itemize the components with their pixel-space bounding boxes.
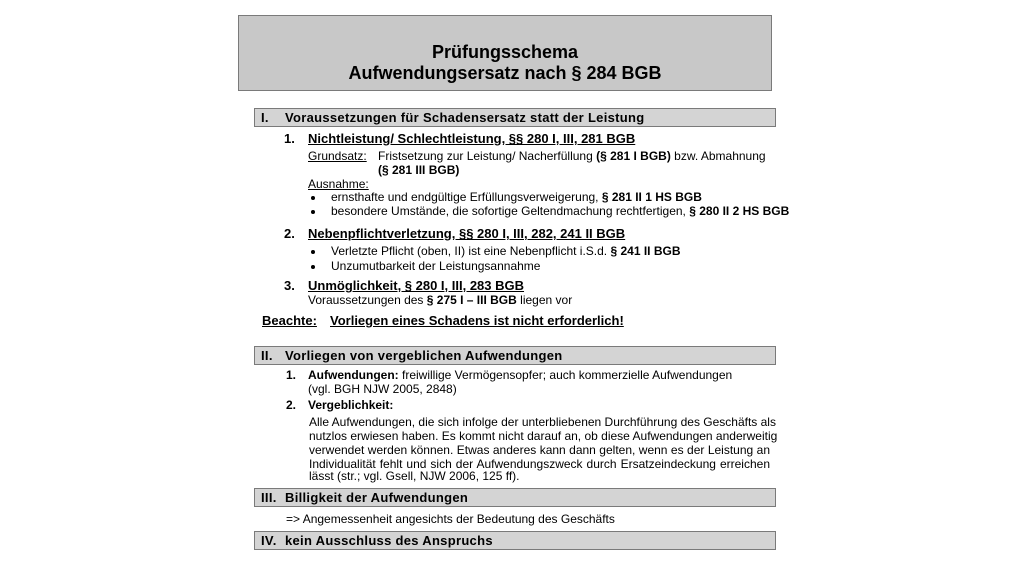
paragraph-line: Individualität fehlt und sich der Aufwendungszweck durch Ersatzeindeckung erreichen [309, 457, 770, 471]
section-header-3 [254, 488, 776, 507]
section-header-1 [254, 108, 776, 127]
item-label: Vergeblichkeit: [308, 398, 394, 412]
bullet-icon [311, 196, 315, 200]
section-label: Billigkeit der Aufwendungen [285, 490, 469, 505]
item-number: 2. [286, 398, 297, 412]
list-item-ref: § 281 II 1 HS BGB [601, 190, 702, 204]
item-number: 2. [284, 226, 295, 241]
item-number: 3. [284, 278, 295, 293]
grundsatz-ref-2: (§ 281 III BGB) [378, 163, 460, 177]
section-number: IV. [261, 533, 277, 548]
item-label: Aufwendungen: [308, 368, 399, 382]
bullet-icon [311, 250, 315, 254]
beachte-text: Vorliegen eines Schadens ist nicht erforderlich! [330, 313, 624, 328]
page-subtitle: Aufwendungsersatz nach § 284 BGB [348, 63, 662, 83]
list-item-ref: § 241 II BGB [610, 244, 681, 258]
item-text [308, 293, 572, 307]
paragraph-line: nutzlos erwiesen haben. Es kommt nicht darauf an, ob diese Aufwendungen anderweitig [309, 429, 778, 443]
grundsatz-text-2: bzw. Abmahnung [674, 149, 766, 163]
section-number: III. [261, 490, 277, 505]
grundsatz-text-1: Fristsetzung zur Leistung/ Nacherfüllung [378, 149, 593, 163]
list-item [331, 244, 681, 258]
title-box [238, 15, 772, 91]
conclusion-text: => Angemessenheit angesichts der Bedeutung des Geschäfts [286, 512, 615, 526]
section-label: kein Ausschluss des Anspruchs [285, 533, 493, 548]
paragraph-last-line: lässt (str.; vgl. Gsell, NJW 2006, 125 ff). [309, 469, 520, 483]
section-header-4 [254, 531, 776, 550]
list-item-text: ernsthafte und endgültige Erfüllungsverweigerung, [331, 190, 599, 204]
section-number: I. [261, 110, 269, 125]
section-number: II. [261, 348, 273, 363]
list-item: Unzumutbarkeit der Leistungsannahme [331, 259, 541, 273]
list-item-ref: § 280 II 2 HS BGB [689, 204, 790, 218]
grundsatz-text [378, 149, 766, 163]
item-text-body: freiwillige Vermögensopfer; auch kommerzielle Aufwendungen [402, 368, 733, 382]
item-number: 1. [284, 131, 295, 146]
list-item-text: Verletzte Pflicht (oben, II) ist eine Nebenpflicht i.S.d. [331, 244, 608, 258]
beachte-label: Beachte: [262, 313, 317, 328]
item-text-end: liegen vor [520, 293, 573, 307]
bullet-icon [311, 265, 315, 269]
item-text-start: Voraussetzungen des [308, 293, 424, 307]
grundsatz-label: Grundsatz: [308, 149, 367, 163]
item-number: 1. [286, 368, 297, 382]
paragraph [309, 415, 778, 471]
ausnahme-label: Ausnahme: [308, 177, 369, 191]
item-text [308, 368, 732, 382]
section-label: Vorliegen von vergeblichen Aufwendungen [285, 348, 563, 363]
section-label: Voraussetzungen für Schadensersatz statt der Leistung [285, 110, 645, 125]
section-header-2 [254, 346, 776, 365]
item-citation: (vgl. BGH NJW 2005, 2848) [308, 382, 457, 396]
paragraph-line: verwendet werden können. Etwas anderes kann dann gelten, wenn es der Leistung an [309, 443, 770, 457]
page-title: Prüfungsschema [431, 42, 579, 62]
bullet-icon [311, 210, 315, 214]
item-heading: Nichtleistung/ Schlechtleistung, §§ 280 I, III, 281 BGB [308, 131, 636, 146]
item-heading: Nebenpflichtverletzung, §§ 280 I, III, 282, 241 II BGB [308, 226, 626, 241]
paragraph-line: Alle Aufwendungen, die sich infolge der unterbliebenen Durchführung des Geschäfts als [309, 415, 776, 429]
item-ref: § 275 I – III BGB [426, 293, 517, 307]
grundsatz-ref-1: (§ 281 I BGB) [596, 149, 671, 163]
item-heading: Unmöglichkeit, § 280 I, III, 283 BGB [308, 278, 525, 293]
list-item [331, 190, 702, 204]
list-item-text: besondere Umstände, die sofortige Geltendmachung rechtfertigen, [331, 204, 686, 218]
list-item [331, 204, 789, 218]
